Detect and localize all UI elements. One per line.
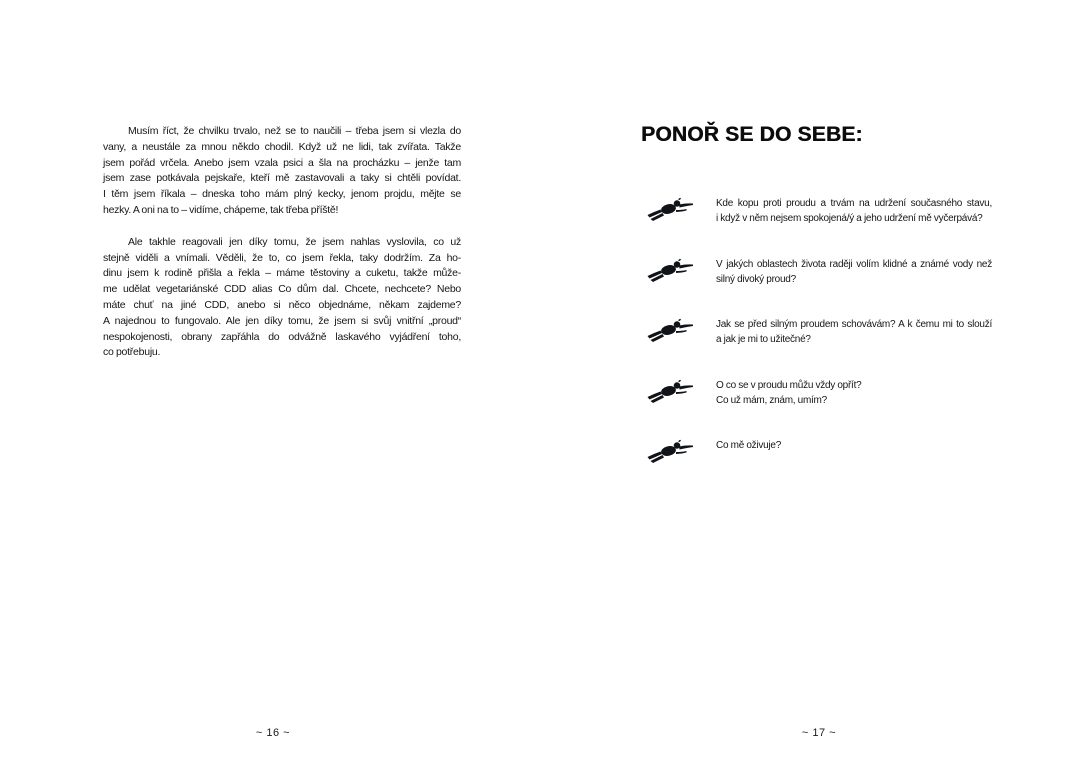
diver-icon — [647, 375, 716, 406]
question-item — [647, 193, 995, 254]
question-text — [716, 254, 992, 287]
text-line: jsem zase potkávala pejskaře, kteří mě zastavovali a taky si chtěli povídat. — [103, 172, 461, 185]
diver-icon — [647, 193, 716, 224]
text-line: dinu jsem k rodině přišla a řekla – máme těstoviny a cuketu, takže může- — [103, 267, 461, 280]
text-line: i když v něm nejsem spokojená/ý a jeho udržení mě vyčerpává? — [716, 213, 983, 224]
text-line: nespokojenosti, obrany zapřáhla do odvážně laskavého vyjádření toho, — [103, 330, 461, 343]
diver-icon — [647, 435, 716, 466]
text-line: V jakých oblastech života raději volím klidné a známé vody než — [716, 258, 992, 270]
question-item — [647, 314, 995, 375]
diver-icon — [647, 254, 716, 285]
text-line: stejně viděli a vnímali. Věděli, že to, co jsem řekla, taky dodržím. Za ho- — [103, 251, 461, 264]
question-lines — [716, 438, 992, 453]
text-line: hezky. A oni na to – vidíme, chápeme, tak třeba příště! — [103, 203, 339, 216]
paragraph-lines — [103, 235, 461, 361]
question-lines — [716, 317, 992, 347]
question-lines — [716, 257, 992, 287]
text-line: jsem pořád vrčela. Anebo jsem vzala psici a šla na procházku – jenže tam — [103, 156, 461, 169]
paragraph — [103, 235, 461, 361]
text-line: máte chuť na jiné CDD, anebo si něco objednáme, někam zajdeme? — [103, 298, 461, 311]
text-line: O co se v proudu můžu vždy opřít? — [716, 379, 862, 391]
right-page — [546, 0, 1092, 776]
question-lines — [716, 378, 992, 408]
question-list — [647, 193, 995, 496]
paragraph — [103, 124, 461, 219]
text-line: me udělat vegetariánské CDD alias Co dům dal. Chcete, nechcete? Nebo — [103, 283, 461, 296]
text-line: Jak se před silným proudem schovávám? A k čemu mi to slouží — [716, 319, 992, 330]
question-text — [716, 193, 992, 226]
page-number-left: ~ 16 ~ — [255, 727, 291, 739]
page-number-right: ~ 17 ~ — [801, 727, 837, 739]
text-line: Ale takhle reagovali jen díky tomu, že jsem nahlas vyslovila, co už — [128, 235, 461, 248]
paragraph-lines — [103, 124, 461, 219]
text-line: a jak je mi to užitečné? — [716, 334, 811, 345]
page-title: PONOŘ SE DO SEBE: — [641, 123, 863, 146]
body-text — [103, 124, 461, 361]
question-item — [647, 435, 995, 496]
question-text — [716, 375, 992, 408]
text-line: I těm jsem říkala – dneska toho mám plný kecky, jenom projdu, mějte se — [103, 188, 461, 201]
text-line: Musím říct, že chvilku trvalo, než se to naučili – třeba jsem si vlezla do — [128, 125, 461, 137]
question-text — [716, 314, 992, 347]
text-line: silný divoký proud? — [716, 273, 796, 285]
question-item — [647, 254, 995, 315]
text-line: vany, a neustále za mnou někdo chodil. Když už ne lidi, tak zvířata. Takže — [103, 140, 461, 153]
question-text — [716, 435, 992, 453]
text-line: Co mě oživuje? — [716, 440, 782, 451]
text-line: A najednou to fungovalo. Ale jen díky tomu, že jsem si svůj vnitřní „proud“ — [103, 314, 461, 327]
diver-icon — [647, 314, 716, 345]
text-line: co potřebuju. — [103, 346, 161, 359]
question-item — [647, 375, 995, 436]
text-line: Kde kopu proti proudu a trvám na udržení současného stavu, — [716, 198, 992, 209]
text-line: Co už mám, znám, umím? — [716, 394, 827, 406]
question-lines — [716, 196, 992, 226]
